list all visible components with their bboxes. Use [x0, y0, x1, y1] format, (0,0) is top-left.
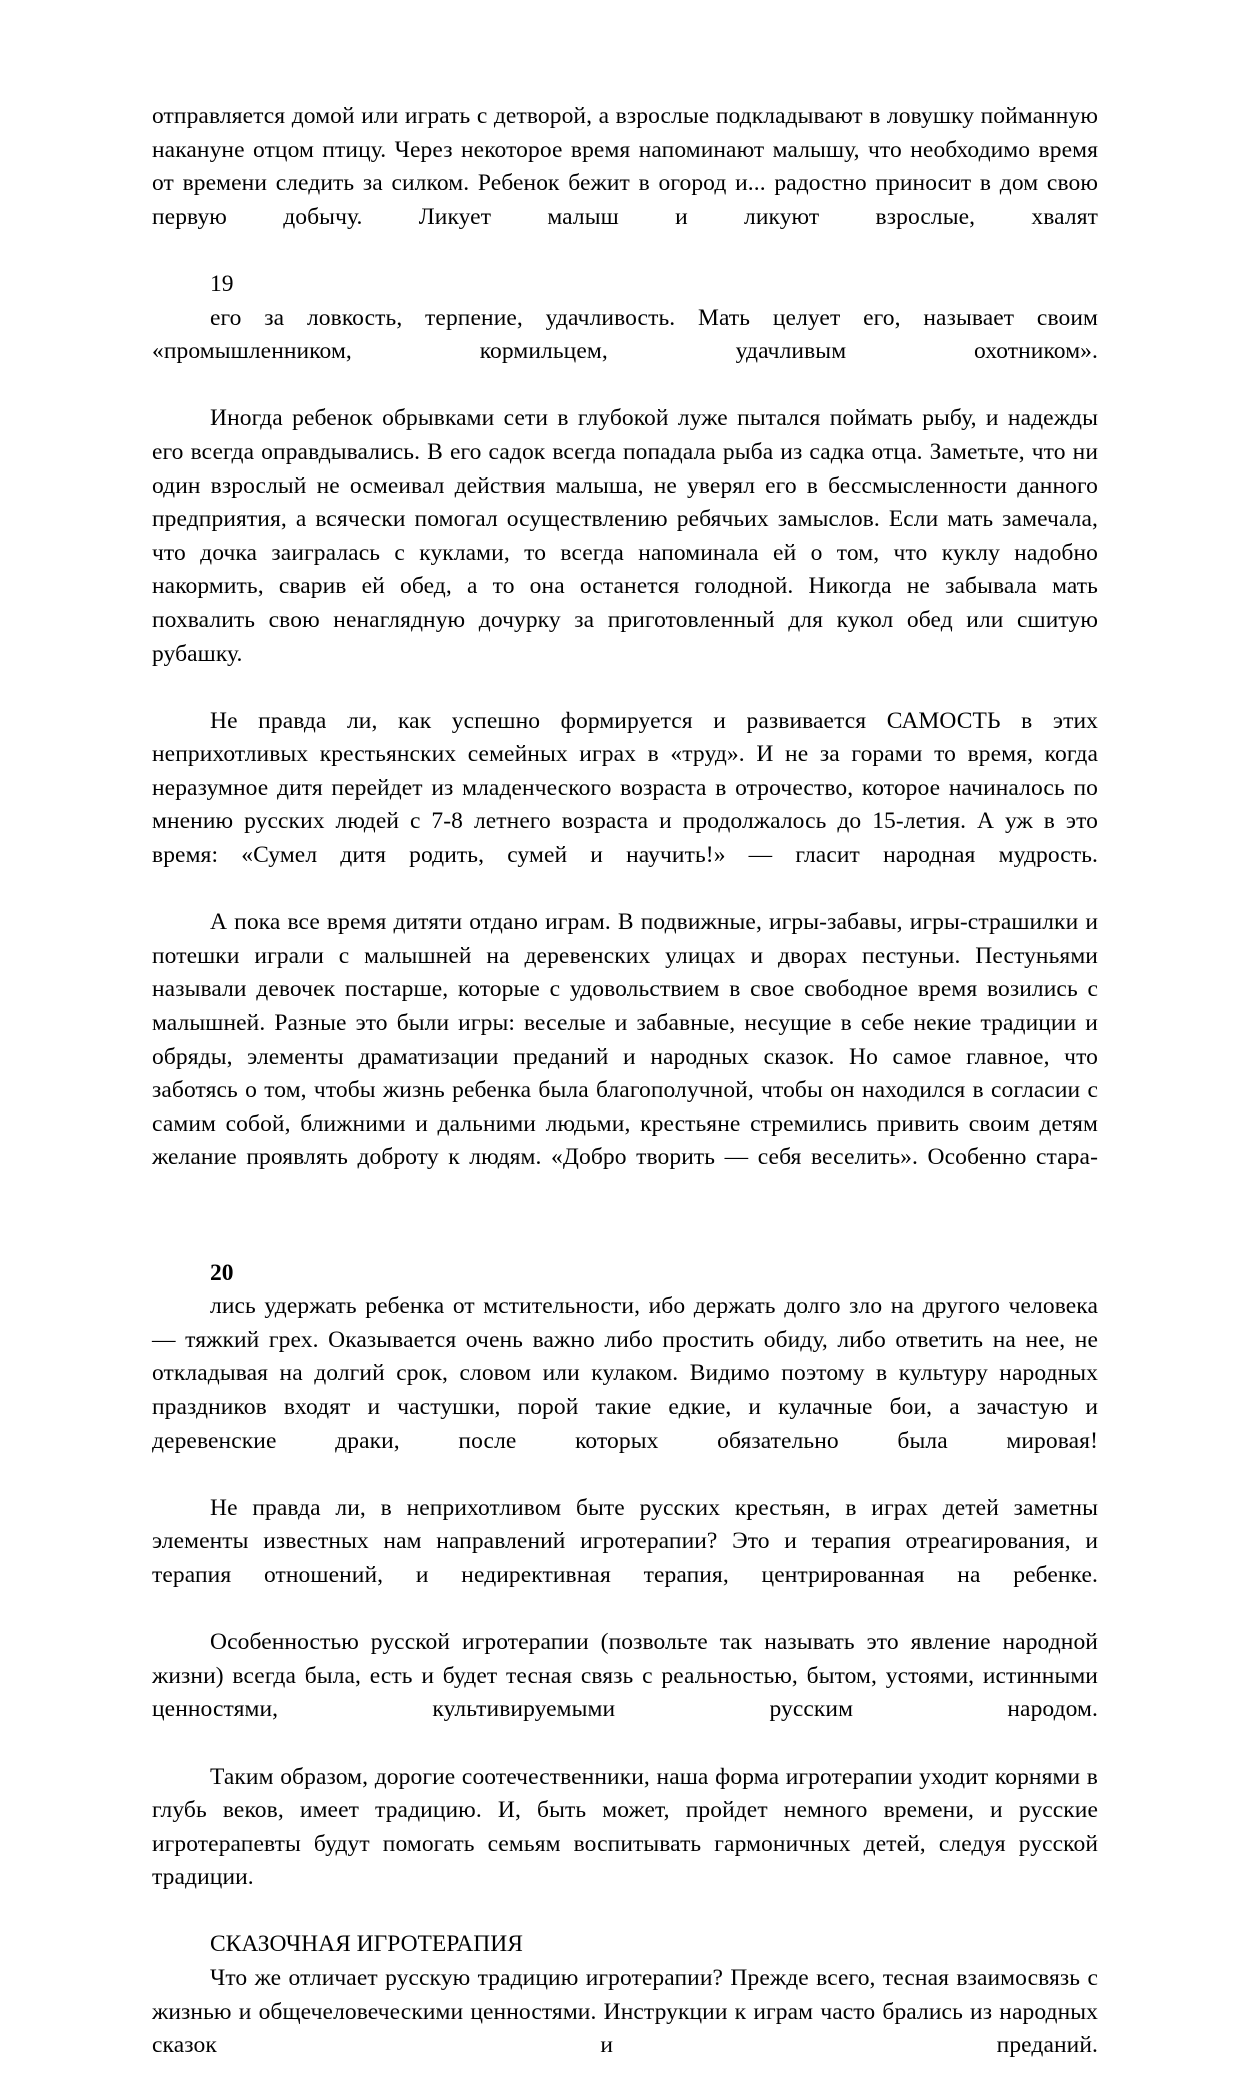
paragraph-what-distinguishes: Что же отличает русскую традицию игротерапии? Прежде всего, тесная взаимосвязь с жизнью и общечеловеческими ценностями. Инструкции к играм часто брались из народных сказок и преданий.	[152, 1965, 1098, 2059]
document-text-body	[152, 100, 1098, 2096]
page-number-20: 20	[210, 1259, 234, 1286]
section-heading-fairytale-playtherapy: СКАЗОЧНАЯ ИГРОТЕРАПИЯ	[210, 1931, 523, 1958]
paragraph-opening-fragment: отправляется домой или играть с детворой, а взрослые подкладывают в ловушку пойманную накануне отцом птицу. Через некоторое время напоминают малышу, что необходимо время от времени следить за силком. Ребенок бежит в огород и... радостно приносит в дом свою первую добычу. Ликует малыш и ликуют взрослые, хвалят	[152, 103, 1098, 230]
paragraph-vengeance-forgiveness: лись удержать ребенка от мстительности, ибо держать долго зло на другого человека — тяжкий грех. Оказывается очень важно либо простить обиду, либо ответить на нее, не откладывая на долгий срок, словом или кулаком. Видимо поэтому в культуру народных праздников входят и частушки, порой такие едкие, и кулачные бои, а зачастую и деревенские драки, после которых обязательно была мировая!	[152, 1293, 1098, 1454]
paragraph-child-fishing: Иногда ребенок обрывками сети в глубокой луже пытался поймать рыбу, и надежды его всегда оправдывались. В его садок всегда попадала рыба из садка отца. Заметьте, что ни один взрослый не осмеивал действия малыша, не уверял его в бессмысленности данного предприятия, а всячески помогал осуществлению ребячьих замыслов. Если мать замечала, что дочка заигралась с куклами, то всегда напоминала ей о том, что куклу надобно накормить, сварив ей обед, а то она останется голодной. Никогда не забывала мать похвалить свою ненаглядную дочурку за приготовленный для кукол обед или сшитую рубашку.	[152, 405, 1098, 667]
paragraph-conclusion-tradition: Таким образом, дорогие соотечественники, наша форма игротерапии уходит корнями в глубь веков, имеет традицию. И, быть может, пройдет немного времени, и русские игротерапевты будут помогать семьям воспитывать гармоничных детей, следуя русской традиции.	[152, 1763, 1098, 1891]
paragraph-samost-peasant-games: Не правда ли, как успешно формируется и развивается САМОСТЬ в этих неприхотливых крестьянских семейных играх в «труд». И не за горами то время, когда неразумное дитя перейдет из младенческого возраста в отрочество, которое начиналось по мнению русских людей с 7-8 летнего возраста и продолжалось до 15-летия. А уж в это время: «Сумел дитя родить, сумей и научить!» — гласит народная мудрость.	[152, 707, 1098, 869]
paragraph-playtherapy-directions: Не правда ли, в неприхотливом быте русских крестьян, в играх детей заметны элементы известных нам направлений игротерапии? Это и терапия отреагирования, и терапия отношений, и недирективная терапия, центрированная на ребенке.	[152, 1494, 1098, 1588]
paragraph-mother-praises: его за ловкость, терпение, удачливость. Мать целует его, называет своим «промышленником, кормильцем, удачливым охотником».	[152, 304, 1098, 365]
paragraph-pestunyi-games: А пока все время дитяти отдано играм. В подвижные, игры-забавы, игры-страшилки и потешки играли с малышней на деревенских улицах и дворах пестуньи. Пестуньями называли девочек постарше, которые с удовольствием в свое свободное время возились с малышней. Разные это были игры: веселые и забавные, несущие в себе некие традиции и обряды, элементы драматизации преданий и народных сказок. Но самое главное, что заботясь о том, чтобы жизнь ребенка была благополучной, чтобы он находился в согласии с самим собой, ближними и дальними людьми, крестьяне стремились привить своим детям желание проявлять доброту к людям. «Добро творить — себя веселить». Особенно стара-	[152, 909, 1098, 1171]
paragraph-russian-playtherapy-feature: Особенностью русской игротерапии (позвольте так называть это явление народной жизни) всегда была, есть и будет тесная связь с реальностью, бытом, устоями, истинными ценностями, культивируемыми русским народом.	[152, 1629, 1098, 1723]
page-number-19: 19	[210, 270, 234, 297]
